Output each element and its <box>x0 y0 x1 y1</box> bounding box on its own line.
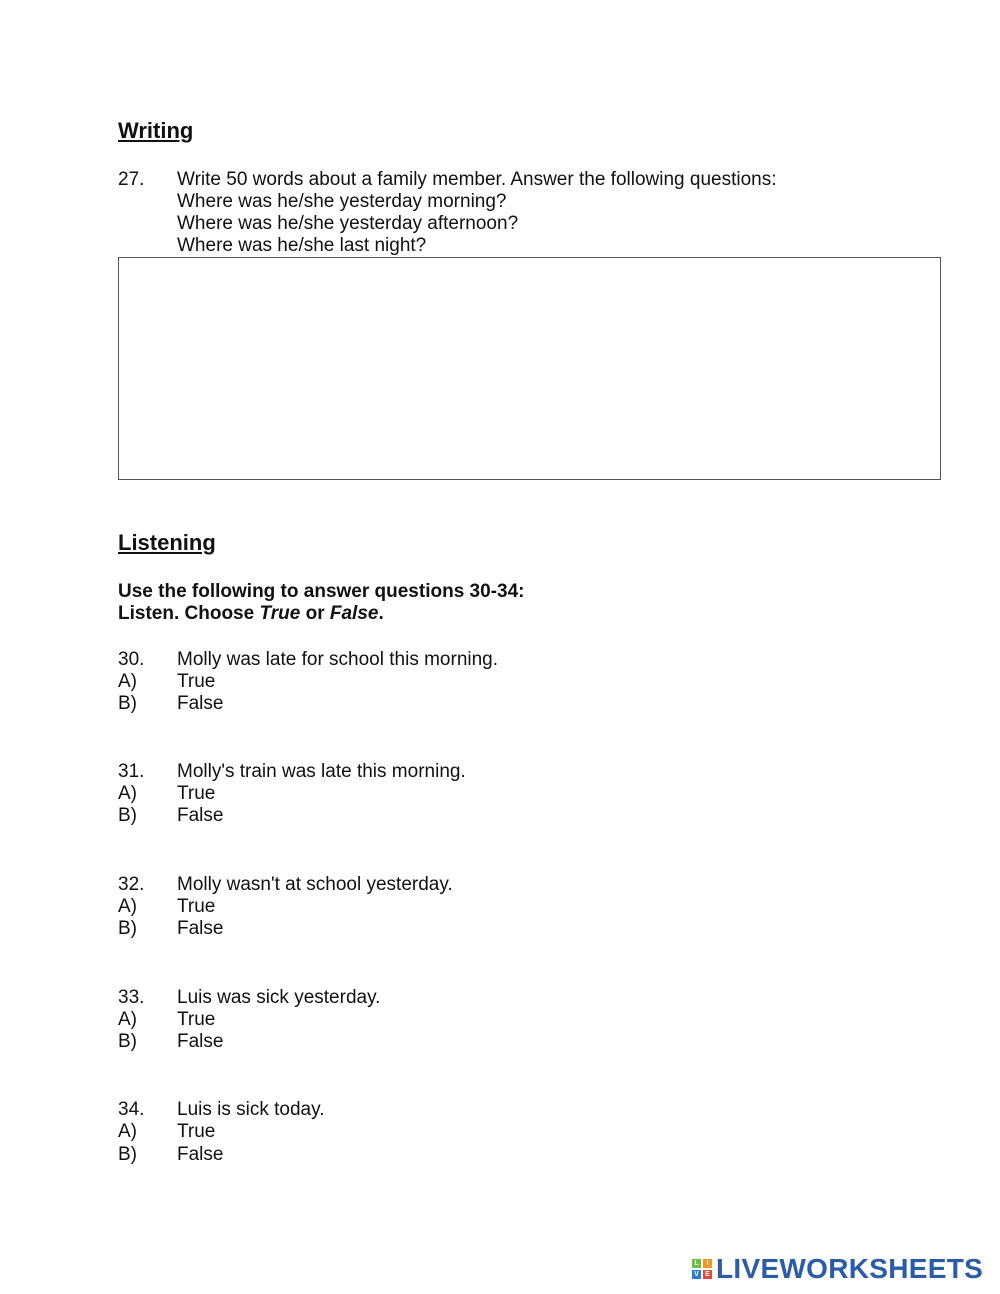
instructions-prefix: Listen. Choose <box>118 603 260 624</box>
logo-mark-i: I <box>703 1259 712 1268</box>
question-30-option-b[interactable]: False <box>177 693 224 714</box>
question-30-option-b-label[interactable]: B) <box>118 693 137 714</box>
question-27-line-2: Where was he/she yesterday morning? <box>177 191 507 212</box>
question-31-option-b[interactable]: False <box>177 805 224 826</box>
instructions-mid: or <box>300 603 330 624</box>
listening-heading: Listening <box>118 530 216 555</box>
logo-mark-icon <box>692 1259 712 1279</box>
question-30-option-a[interactable]: True <box>177 671 216 692</box>
question-31-number: 31. <box>118 761 145 782</box>
logo-mark-v: V <box>692 1270 701 1279</box>
instructions-end: . <box>378 603 384 624</box>
question-30-text: Molly was late for school this morning. <box>177 649 499 670</box>
question-34-text: Luis is sick today. <box>177 1099 325 1120</box>
question-34-number: 34. <box>118 1099 145 1120</box>
question-27-line-4: Where was he/she last night? <box>177 235 427 256</box>
question-32-text: Molly wasn't at school yesterday. <box>177 874 453 895</box>
question-27-line-3: Where was he/she yesterday afternoon? <box>177 213 519 234</box>
question-27-number: 27. <box>118 169 145 190</box>
question-30-number: 30. <box>118 649 145 670</box>
question-34-option-a-label[interactable]: A) <box>118 1121 137 1142</box>
question-33-number: 33. <box>118 987 145 1008</box>
question-32-option-b[interactable]: False <box>177 918 224 939</box>
instructions-true: True <box>259 603 301 624</box>
question-27-line-1: Write 50 words about a family member. Answer the following questions: <box>177 169 777 190</box>
instructions-false: False <box>329 603 379 624</box>
writing-heading: Writing <box>118 118 194 143</box>
liveworksheets-logo[interactable] <box>692 1253 983 1285</box>
question-31-option-a[interactable]: True <box>177 783 216 804</box>
question-32-option-b-label[interactable]: B) <box>118 918 137 939</box>
writing-answer-box[interactable] <box>118 257 941 480</box>
question-33-option-b[interactable]: False <box>177 1031 224 1052</box>
logo-mark-e: E <box>703 1270 712 1279</box>
question-31-option-b-label[interactable]: B) <box>118 805 137 826</box>
logo-text: LIVEWORKSHEETS <box>716 1253 984 1284</box>
question-32-option-a[interactable]: True <box>177 896 216 917</box>
question-31-text: Molly's train was late this morning. <box>177 761 466 782</box>
question-34-option-b-label[interactable]: B) <box>118 1144 137 1165</box>
question-33-option-b-label[interactable]: B) <box>118 1031 137 1052</box>
logo-mark-l: L <box>692 1259 701 1268</box>
question-30-option-a-label[interactable]: A) <box>118 671 137 692</box>
listening-instructions-line-1: Use the following to answer questions 30-34: <box>118 581 525 602</box>
question-33-option-a[interactable]: True <box>177 1009 216 1030</box>
question-34-option-a[interactable]: True <box>177 1121 216 1142</box>
question-32-option-a-label[interactable]: A) <box>118 896 137 917</box>
listening-instructions-line-2 <box>118 603 384 625</box>
question-33-option-a-label[interactable]: A) <box>118 1009 137 1030</box>
question-32-number: 32. <box>118 874 145 895</box>
question-31-option-a-label[interactable]: A) <box>118 783 137 804</box>
question-34-option-b[interactable]: False <box>177 1144 224 1165</box>
question-33-text: Luis was sick yesterday. <box>177 987 381 1008</box>
